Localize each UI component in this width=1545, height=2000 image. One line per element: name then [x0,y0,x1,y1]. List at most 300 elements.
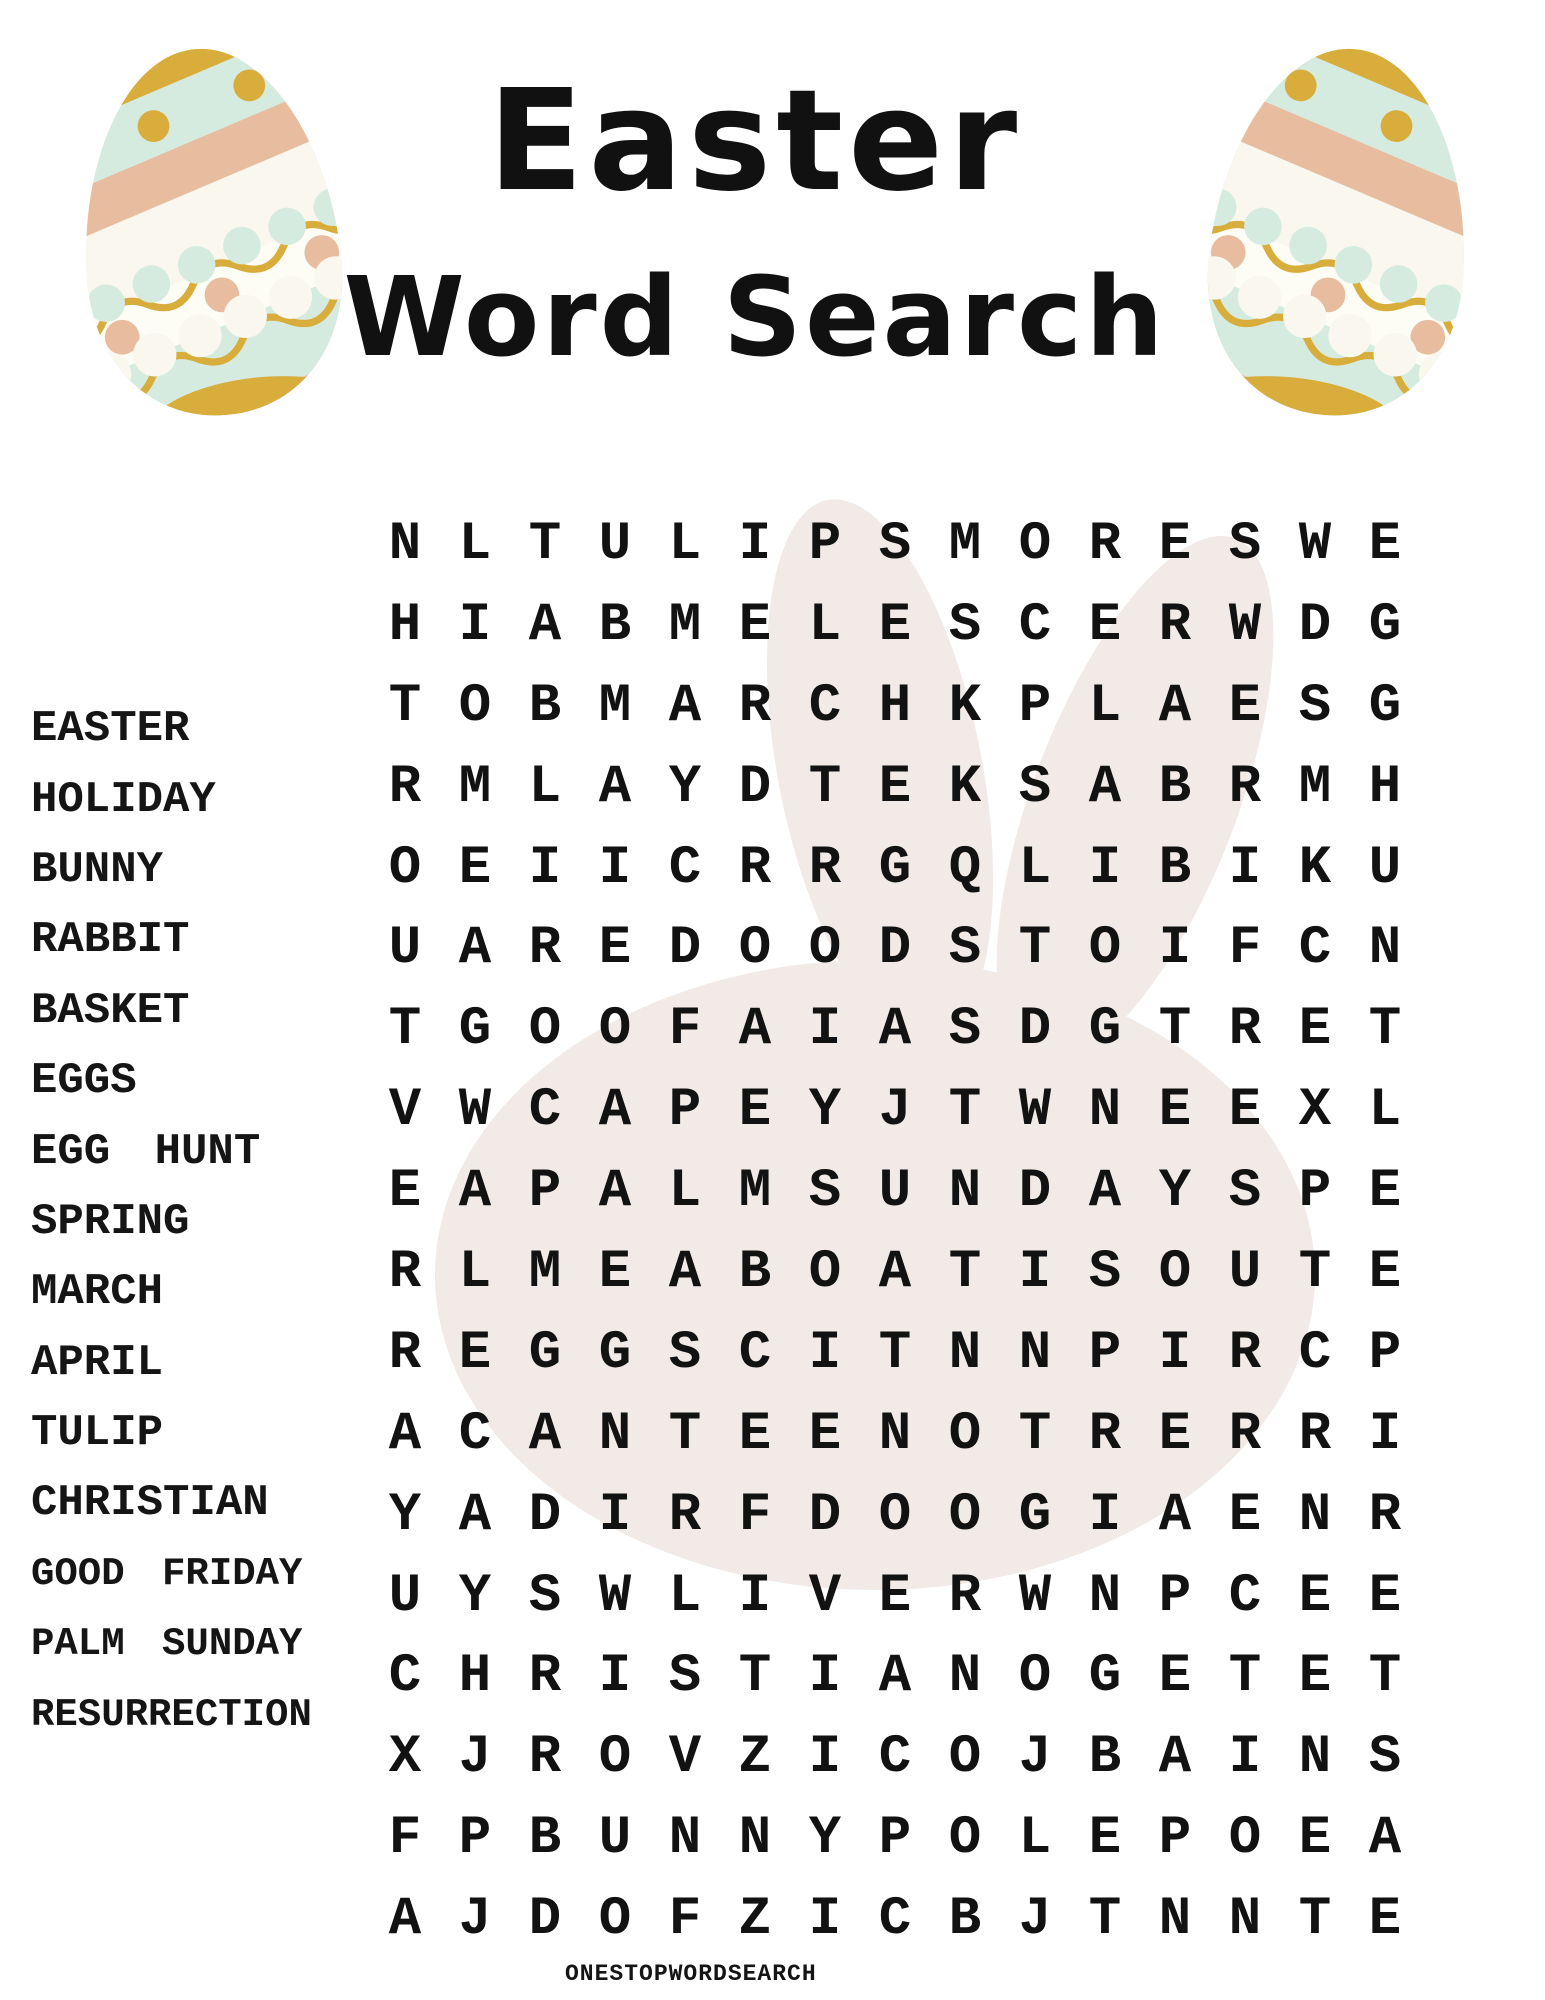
grid-letter: O [948,1727,982,1789]
grid-letter: T [808,756,842,818]
grid-letter: X [1298,1080,1332,1142]
grid-letter: S [668,1322,702,1384]
grid-row [370,504,1420,585]
grid-letter: S [808,1161,842,1223]
grid-letter: B [528,1808,562,1870]
grid-letter: S [1368,1727,1402,1789]
grid-letter: I [738,513,772,575]
grid-letter: A [878,1646,912,1708]
grid-letter: I [1088,837,1122,899]
grid-letter: J [1018,1727,1052,1789]
grid-letter: T [1368,999,1402,1061]
grid-letter: R [808,837,842,899]
grid-letter: E [458,1322,492,1384]
grid-letter: E [1158,1646,1192,1708]
grid-letter: U [878,1161,912,1223]
grid-letter: G [1368,594,1402,656]
grid-letter: D [668,918,702,980]
grid-letter: G [598,1322,632,1384]
grid-letter: M [668,594,702,656]
grid-letter: O [1018,1646,1052,1708]
grid-letter: N [1298,1727,1332,1789]
word-list-item: BASKET [31,985,190,1036]
grid-row [370,1070,1420,1151]
grid-letter: R [528,1727,562,1789]
grid-letter: C [388,1646,422,1708]
grid-letter: S [948,918,982,980]
grid-letter: R [1158,594,1192,656]
grid-row [370,1313,1420,1394]
grid-letter: T [388,999,422,1061]
grid-letter: R [738,675,772,737]
grid-letter: A [878,999,912,1061]
grid-letter: P [1368,1322,1402,1384]
grid-letter: B [738,1241,772,1303]
grid-letter: T [1018,1403,1052,1465]
grid-letter: E [388,1161,422,1223]
grid-letter: L [1018,837,1052,899]
grid-letter: O [598,1727,632,1789]
grid-letter: N [878,1403,912,1465]
grid-row [370,908,1420,989]
grid-letter: E [738,1080,772,1142]
grid-letter: Q [948,837,982,899]
grid-letter: N [948,1646,982,1708]
grid-letter: N [1368,918,1402,980]
grid-row [370,828,1420,909]
grid-letter: C [1018,594,1052,656]
grid-letter: R [948,1565,982,1627]
grid-letter: E [1228,1484,1262,1546]
grid-letter: R [1228,756,1262,818]
grid-letter: A [598,756,632,818]
grid-letter: C [668,837,702,899]
grid-letter: R [1228,1403,1262,1465]
grid-letter: N [1088,1565,1122,1627]
grid-letter: T [738,1646,772,1708]
grid-letter: K [948,675,982,737]
grid-letter: I [738,1565,772,1627]
page-title-line-1: Easter [487,60,1023,223]
grid-letter: M [738,1161,772,1223]
grid-letter: J [458,1727,492,1789]
grid-letter: I [808,1646,842,1708]
grid-letter: M [948,513,982,575]
grid-letter: N [1088,1080,1122,1142]
grid-letter: K [1298,837,1332,899]
grid-letter: R [528,918,562,980]
grid-letter: P [1158,1808,1192,1870]
grid-letter: L [1018,1808,1052,1870]
grid-letter: A [598,1161,632,1223]
grid-letter: L [808,594,842,656]
letter-grid [370,504,1420,1960]
grid-letter: R [738,837,772,899]
grid-letter: N [948,1161,982,1223]
grid-letter: A [1158,1484,1192,1546]
grid-letter: O [808,918,842,980]
grid-letter: D [1298,594,1332,656]
grid-letter: P [878,1808,912,1870]
grid-row [370,1879,1420,1960]
grid-letter: M [1298,756,1332,818]
grid-letter: E [878,756,912,818]
grid-letter: L [668,1161,702,1223]
page-title-line-2: Word Search [343,253,1167,381]
footer-credit: ONESTOPWORDSEARCH [565,1961,817,1987]
grid-letter: L [458,513,492,575]
grid-letter: H [388,594,422,656]
grid-letter: S [948,594,982,656]
grid-letter: D [1018,999,1052,1061]
grid-letter: E [738,1403,772,1465]
grid-letter: R [1088,513,1122,575]
grid-letter: A [388,1889,422,1951]
grid-letter: N [738,1808,772,1870]
grid-letter: X [388,1727,422,1789]
grid-letter: L [1088,675,1122,737]
word-list-item: GOOD FRIDAY [31,1551,303,1596]
grid-letter: R [1298,1403,1332,1465]
word-list-item: RABBIT [31,915,190,966]
grid-letter: G [1018,1484,1052,1546]
grid-letter: E [1228,1080,1262,1142]
grid-letter: A [528,1403,562,1465]
grid-letter: T [668,1403,702,1465]
grid-letter: B [1158,837,1192,899]
grid-letter: O [1158,1241,1192,1303]
grid-letter: D [528,1484,562,1546]
grid-letter: M [598,675,632,737]
grid-letter: Y [388,1484,422,1546]
grid-letter: R [1228,999,1262,1061]
grid-row [370,1798,1420,1879]
grid-letter: L [458,1241,492,1303]
grid-letter: A [458,1484,492,1546]
grid-letter: C [1228,1565,1262,1627]
grid-letter: T [948,1241,982,1303]
grid-letter: I [458,594,492,656]
word-list [31,694,383,1750]
grid-letter: G [1088,1646,1122,1708]
grid-letter: R [388,1241,422,1303]
grid-letter: T [878,1322,912,1384]
grid-letter: O [388,837,422,899]
grid-letter: Y [668,756,702,818]
grid-letter: Y [1158,1161,1192,1223]
grid-letter: A [1158,675,1192,737]
grid-letter: N [388,513,422,575]
grid-letter: A [598,1080,632,1142]
grid-letter: D [878,918,912,980]
grid-letter: U [388,918,422,980]
easter-egg-icon [1164,23,1515,441]
grid-letter: T [1088,1889,1122,1951]
grid-letter: S [1088,1241,1122,1303]
grid-letter: I [1088,1484,1122,1546]
grid-letter: B [528,675,562,737]
grid-letter: E [1088,594,1122,656]
grid-letter: C [1298,918,1332,980]
grid-letter: S [1298,675,1332,737]
grid-letter: O [598,1889,632,1951]
grid-letter: G [878,837,912,899]
grid-letter: S [1018,756,1052,818]
grid-letter: E [1368,1161,1402,1223]
grid-letter: S [528,1565,562,1627]
grid-letter: U [598,1808,632,1870]
grid-row [370,989,1420,1070]
grid-letter: P [1018,675,1052,737]
grid-letter: E [1298,1646,1332,1708]
grid-letter: E [1368,1241,1402,1303]
grid-letter: N [598,1403,632,1465]
grid-letter: E [1158,1403,1192,1465]
grid-letter: W [458,1080,492,1142]
grid-letter: E [808,1403,842,1465]
grid-letter: W [1228,594,1262,656]
grid-letter: P [1088,1322,1122,1384]
grid-letter: Y [808,1080,842,1142]
word-list-item: APRIL [31,1337,164,1388]
grid-letter: I [1228,837,1262,899]
grid-letter: S [948,999,982,1061]
grid-letter: E [458,837,492,899]
grid-letter: S [1228,513,1262,575]
grid-letter: T [1368,1646,1402,1708]
grid-letter: V [808,1565,842,1627]
grid-letter: A [458,918,492,980]
grid-letter: R [668,1484,702,1546]
word-list-item: BUNNY [31,844,164,895]
grid-letter: P [458,1808,492,1870]
grid-letter: O [1228,1808,1262,1870]
word-list-item: EASTER [31,704,190,755]
grid-letter: E [878,594,912,656]
grid-row [370,666,1420,747]
grid-letter: O [1018,513,1052,575]
grid-row [370,1556,1420,1637]
grid-letter: E [1298,999,1332,1061]
word-list-item: EGGS [31,1056,137,1107]
grid-letter: I [808,999,842,1061]
grid-letter: O [948,1484,982,1546]
grid-letter: E [878,1565,912,1627]
grid-letter: W [1018,1565,1052,1627]
grid-letter: P [808,513,842,575]
grid-letter: D [1018,1161,1052,1223]
grid-letter: H [458,1646,492,1708]
word-list-item: HOLIDAY [31,774,216,825]
grid-letter: I [598,1646,632,1708]
grid-letter: B [1088,1727,1122,1789]
grid-letter: P [1158,1565,1192,1627]
grid-letter: F [738,1484,772,1546]
grid-letter: E [1368,1889,1402,1951]
grid-letter: Y [458,1565,492,1627]
grid-row [370,1151,1420,1232]
grid-letter: C [528,1080,562,1142]
grid-row [370,1717,1420,1798]
grid-letter: Z [738,1889,772,1951]
grid-letter: P [1298,1161,1332,1223]
grid-letter: U [1228,1241,1262,1303]
grid-letter: W [1298,513,1332,575]
grid-letter: E [1368,513,1402,575]
grid-letter: O [738,918,772,980]
grid-letter: P [528,1161,562,1223]
grid-letter: A [738,999,772,1061]
grid-letter: E [1158,513,1192,575]
grid-letter: V [388,1080,422,1142]
grid-letter: A [1158,1727,1192,1789]
grid-letter: T [1228,1646,1262,1708]
grid-letter: I [1228,1727,1262,1789]
grid-letter: Z [738,1727,772,1789]
word-list-item: CHRISTIAN [31,1478,269,1529]
grid-letter: T [1018,918,1052,980]
grid-letter: N [668,1808,702,1870]
word-list-item: SPRING [31,1196,190,1247]
grid-letter: T [1298,1241,1332,1303]
grid-letter: F [668,999,702,1061]
grid-letter: I [808,1889,842,1951]
grid-letter: K [948,756,982,818]
grid-letter: E [1158,1080,1192,1142]
grid-letter: O [458,675,492,737]
grid-letter: G [528,1322,562,1384]
grid-letter: B [948,1889,982,1951]
grid-letter: E [1298,1808,1332,1870]
grid-letter: E [598,918,632,980]
grid-letter: H [878,675,912,737]
grid-letter: I [1158,918,1192,980]
grid-letter: N [1298,1484,1332,1546]
grid-letter: V [668,1727,702,1789]
grid-letter: O [1088,918,1122,980]
grid-letter: N [1018,1322,1052,1384]
grid-letter: O [878,1484,912,1546]
grid-letter: E [738,594,772,656]
grid-letter: F [668,1889,702,1951]
grid-letter: L [668,513,702,575]
grid-letter: B [1158,756,1192,818]
grid-letter: T [1298,1889,1332,1951]
grid-letter: A [668,675,702,737]
grid-letter: F [1228,918,1262,980]
grid-row [370,1394,1420,1475]
grid-letter: A [528,594,562,656]
grid-letter: J [878,1080,912,1142]
grid-letter: O [528,999,562,1061]
grid-letter: G [458,999,492,1061]
grid-letter: O [598,999,632,1061]
grid-letter: A [1368,1808,1402,1870]
grid-row [370,1636,1420,1717]
grid-letter: E [598,1241,632,1303]
grid-letter: E [1228,675,1262,737]
grid-row [370,747,1420,828]
grid-letter: E [1088,1808,1122,1870]
grid-letter: J [1018,1889,1052,1951]
grid-letter: S [878,513,912,575]
grid-letter: T [1158,999,1192,1061]
word-list-item: TULIP [31,1408,164,1459]
grid-letter: I [1158,1322,1192,1384]
grid-letter: H [1368,756,1402,818]
grid-letter: D [738,756,772,818]
grid-letter: O [948,1808,982,1870]
word-list-item: RESURRECTION [31,1692,312,1737]
grid-letter: E [1298,1565,1332,1627]
grid-letter: N [1228,1889,1262,1951]
grid-letter: N [1158,1889,1192,1951]
grid-letter: G [1368,675,1402,737]
grid-letter: S [1228,1161,1262,1223]
grid-letter: J [458,1889,492,1951]
grid-letter: M [458,756,492,818]
grid-letter: A [1088,1161,1122,1223]
grid-letter: A [878,1241,912,1303]
grid-letter: I [1018,1241,1052,1303]
grid-letter: C [878,1727,912,1789]
grid-letter: U [388,1565,422,1627]
grid-letter: R [528,1646,562,1708]
grid-letter: I [808,1322,842,1384]
word-list-item: EGG HUNT [31,1126,261,1177]
grid-letter: L [668,1565,702,1627]
grid-letter: A [388,1403,422,1465]
grid-letter: T [388,675,422,737]
grid-letter: R [388,1322,422,1384]
grid-letter: O [808,1241,842,1303]
grid-row [370,1232,1420,1313]
grid-letter: C [458,1403,492,1465]
grid-letter: W [598,1565,632,1627]
grid-letter: S [668,1646,702,1708]
grid-letter: C [1298,1322,1332,1384]
grid-letter: N [948,1322,982,1384]
grid-letter: T [528,513,562,575]
grid-letter: C [878,1889,912,1951]
grid-letter: I [598,1484,632,1546]
grid-letter: R [1368,1484,1402,1546]
grid-letter: G [1088,999,1122,1061]
grid-letter: C [738,1322,772,1384]
grid-letter: A [1088,756,1122,818]
grid-letter: D [808,1484,842,1546]
grid-letter: I [528,837,562,899]
grid-letter: R [388,756,422,818]
grid-letter: I [1368,1403,1402,1465]
grid-letter: U [598,513,632,575]
grid-letter: A [458,1161,492,1223]
grid-letter: L [1368,1080,1402,1142]
grid-letter: C [808,675,842,737]
grid-letter: I [808,1727,842,1789]
grid-letter: B [598,594,632,656]
grid-letter: R [1228,1322,1262,1384]
grid-letter: P [668,1080,702,1142]
grid-letter: M [528,1241,562,1303]
grid-letter: F [388,1808,422,1870]
grid-letter: L [528,756,562,818]
word-list-item: PALM SUNDAY [31,1622,303,1667]
grid-letter: E [1368,1565,1402,1627]
grid-letter: T [948,1080,982,1142]
grid-letter: W [1018,1080,1052,1142]
grid-letter: I [598,837,632,899]
